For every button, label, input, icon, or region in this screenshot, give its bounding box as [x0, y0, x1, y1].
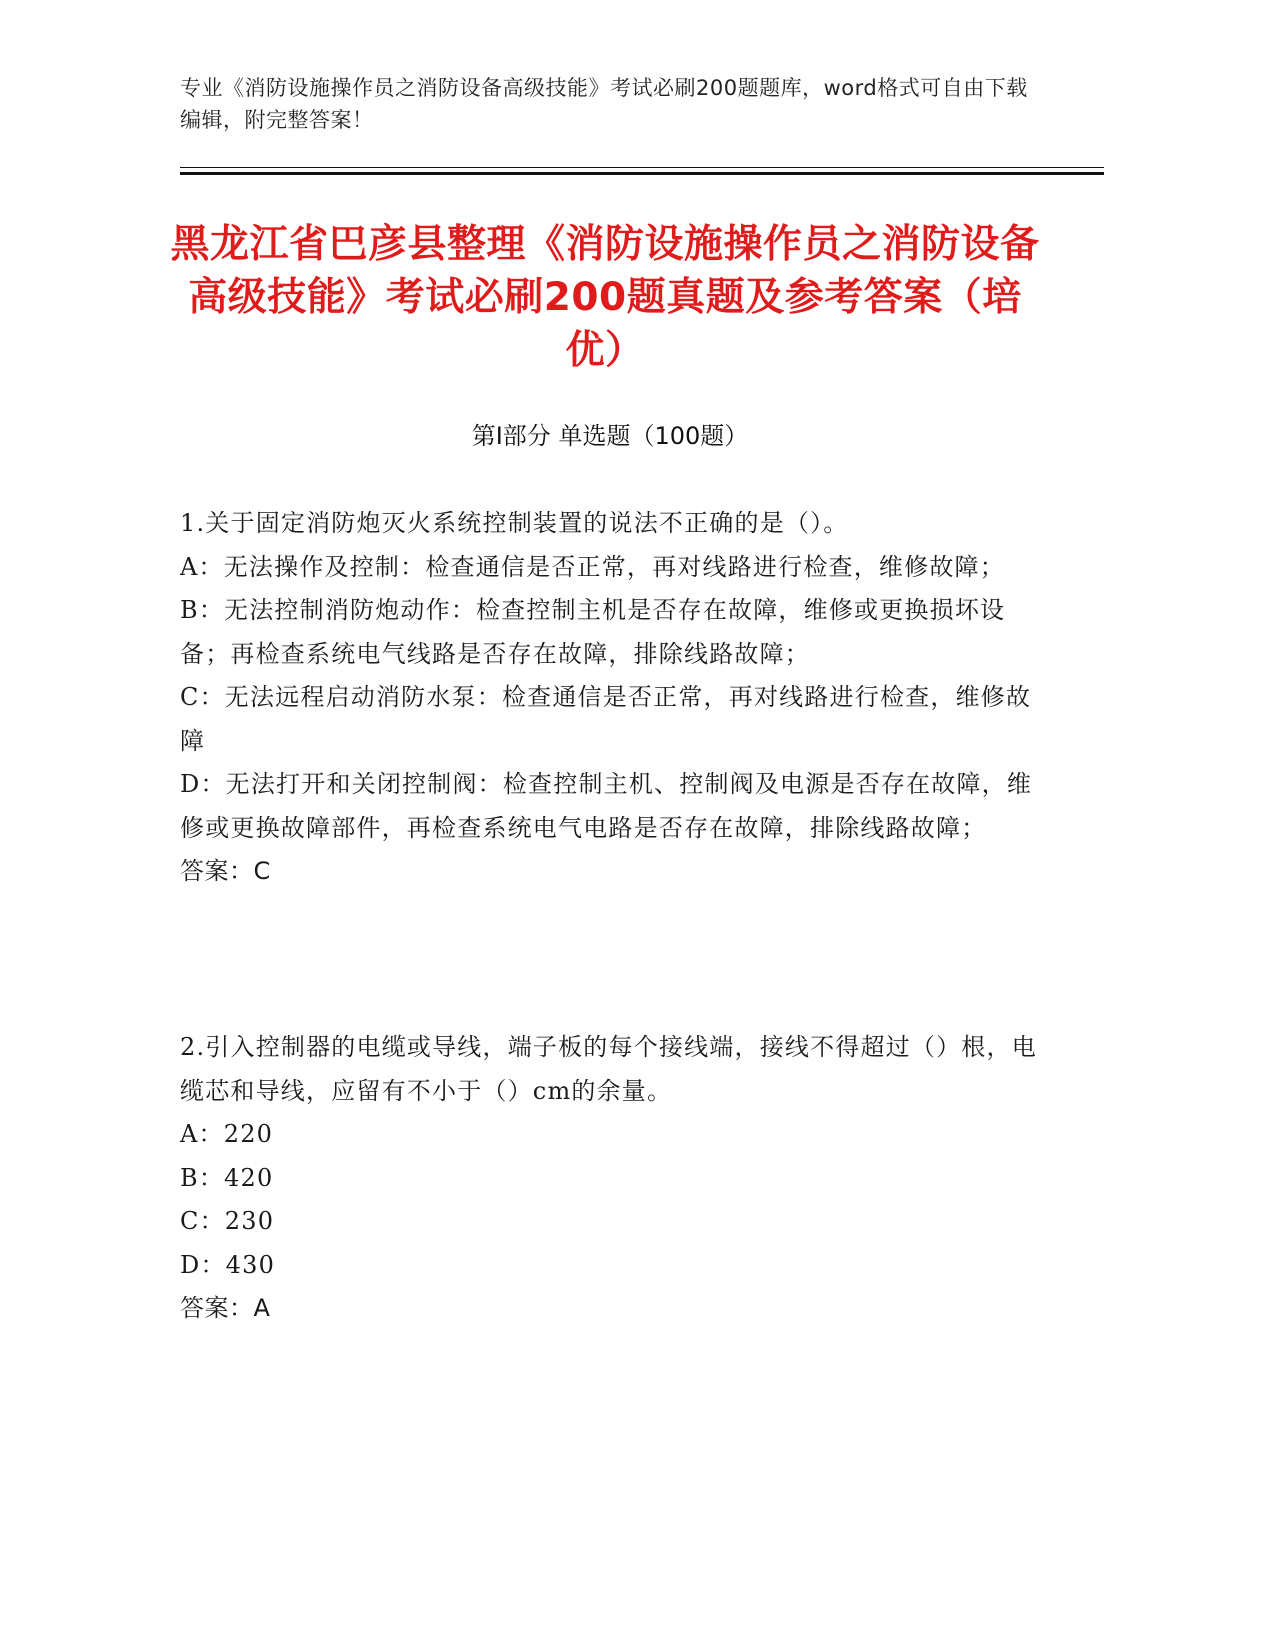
header-divider-thick: [180, 172, 1104, 175]
header-note: 专业《消防设施操作员之消防设备高级技能》考试必刷200题题库，word格式可自由下载编辑，附完整答案！: [180, 76, 1028, 132]
option-b: B：420: [180, 1163, 274, 1192]
option-d: D：430: [180, 1250, 276, 1279]
answer: 答案：A: [180, 1294, 271, 1322]
option-d: D：无法打开和关闭控制阀：检查控制主机、控制阀及电源是否存在故障，维修或更换故障部件，再检查系统电气电路是否存在故障，排除线路故障；: [180, 770, 1033, 842]
option-a: A：无法操作及控制：检查通信是否正常，再对线路进行检查，维修故障；: [180, 552, 1005, 581]
answer: 答案：C: [180, 857, 271, 885]
document-title: 黑龙江省巴彦县整理《消防设施操作员之消防设备高级技能》考试必刷200题真题及参考答案（培优）: [170, 222, 1040, 373]
section-title: 第I部分 单选题（100题）: [471, 422, 749, 450]
question-1: [180, 502, 1040, 894]
question-stem: 2.引入控制器的电缆或导线，端子板的每个接线端，接线不得超过（）根，电缆芯和导线，应留有不小于（）cm的余量。: [180, 1033, 1037, 1105]
question-2: [180, 1026, 1040, 1331]
option-b: B：无法控制消防炮动作：检查控制主机是否存在故障，维修或更换损坏设备；再检查系统电气线路是否存在故障，排除线路故障；: [180, 596, 1006, 668]
option-c: C：无法远程启动消防水泵：检查通信是否正常，再对线路进行检查，维修故障: [180, 683, 1032, 755]
header-divider-thin: [180, 167, 1104, 168]
option-a: A：220: [180, 1120, 274, 1148]
option-c: C：230: [180, 1207, 275, 1235]
question-stem: 1.关于固定消防炮灭火系统控制装置的说法不正确的是（）。: [180, 509, 849, 537]
